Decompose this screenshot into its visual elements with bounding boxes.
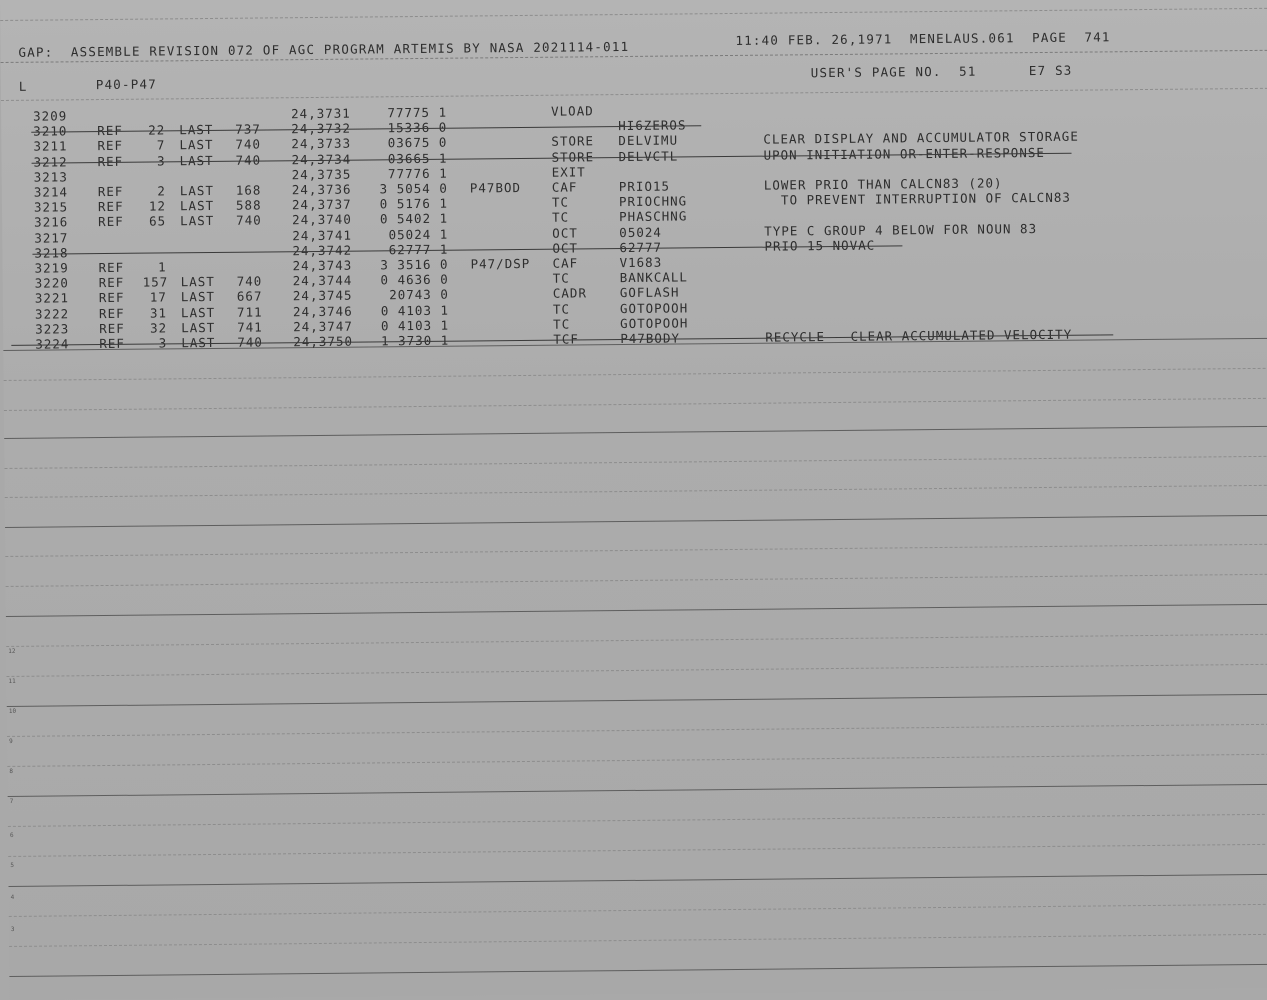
listing-row-opcode: TC (552, 270, 570, 286)
listing-row-octal-word: 0 4636 0 (380, 271, 449, 288)
listing-row-opcode: TCF (553, 331, 579, 347)
listing-row-line-number: 3213 (33, 169, 68, 185)
page-rule (6, 574, 1267, 587)
listing-row-octal-word: 0 5176 1 (379, 195, 449, 212)
header-section: P40-P47 (95, 76, 157, 93)
listing-row-opcode: TC (553, 316, 571, 332)
listing-row-ref-keyword: REF (98, 289, 125, 306)
listing-row-address: 24,3744 (292, 272, 353, 289)
listing-row-last-line: 588 (235, 197, 262, 213)
listing-row-ref-count: 22 (148, 122, 166, 138)
listing-row-last-line: 667 (236, 288, 263, 304)
listing-row-address: 24,3736 (291, 181, 352, 198)
listing-row-operand: 05024 (619, 224, 662, 241)
listing-row-comment: CLEAR DISPLAY AND ACCUMULATOR STORAGE (763, 128, 1079, 147)
listing-row-ref-count: 2 (157, 183, 166, 199)
listing-row-address: 24,3731 (291, 105, 351, 122)
listing-row-octal-word: 1 3730 1 (380, 332, 450, 349)
listing-row-opcode: STORE (551, 149, 595, 165)
listing-row-opcode: TC (552, 301, 571, 317)
page-rule (8, 844, 1267, 857)
page-rule (1, 88, 1267, 101)
listing-row-last-line: 741 (237, 319, 263, 335)
listing-row-operand: HI6ZEROS (618, 117, 687, 134)
listing-row-operand: GOTOPOOH (620, 315, 689, 332)
listing-row-opcode: OCT (552, 225, 578, 241)
listing-row-operand: 62777 (619, 239, 663, 256)
listing-row-octal-word: 20743 0 (389, 286, 449, 303)
listing-row-opcode: STORE (551, 133, 595, 149)
listing-row-opcode: VLOAD (551, 103, 594, 119)
listing-row-octal-word: 05024 1 (388, 226, 449, 243)
listing-row-ref-keyword: REF (98, 213, 124, 230)
listing-row-ref-count: 3 (158, 335, 168, 351)
listing-row-address: 24,3740 (292, 211, 352, 228)
listing-row-ref-keyword: REF (98, 259, 125, 276)
listing-row-last-keyword: LAST (179, 136, 214, 153)
listing-row-operand: BANKCALL (619, 269, 688, 286)
page-rule (6, 634, 1267, 647)
listing-row-comment: LOWER PRIO THAN CALCN83 (20) (763, 175, 1003, 193)
header-listing-flag: L (18, 78, 28, 94)
listing-row-operand: DELVCTL (618, 148, 679, 165)
listing-row-ref-keyword: REF (97, 153, 124, 170)
listing-row-ref-count: 3 (156, 153, 166, 169)
listing-row-comment: PRIO 15 NOVAC (764, 237, 876, 254)
listing-row-address: 24,3742 (292, 242, 353, 259)
listing-row-last-line: 740 (236, 212, 262, 228)
listing-row-line-number: 3223 (35, 321, 70, 337)
listing-row-line-number: 3215 (33, 199, 69, 215)
listing-row-line-number: 3217 (34, 230, 69, 246)
listing-row-ref-keyword: REF (99, 335, 125, 352)
margin-number: 4 (10, 893, 15, 901)
listing-row-octal-word: 3 5054 0 (379, 180, 448, 197)
listing-row-octal-word: 3 3516 0 (380, 256, 449, 273)
page-rule (6, 604, 1267, 617)
page-rule (8, 814, 1267, 827)
listing-row-ref-count: 65 (148, 213, 167, 229)
listing-row-ref-count: 157 (142, 274, 169, 290)
listing-row-operand: GOFLASH (619, 284, 680, 301)
listing-row-opcode: EXIT (551, 164, 586, 180)
page-rule (5, 485, 1267, 498)
page-rule (7, 694, 1267, 707)
page-rule (9, 874, 1267, 887)
margin-number: 12 (8, 647, 16, 655)
listing-row-operand: PRIO15 (618, 178, 671, 195)
page-rule (4, 398, 1267, 411)
listing-row-operand: PHASCHNG (619, 208, 688, 225)
listing-row-line-number: 3224 (35, 336, 70, 352)
listing-row-octal-word: 77775 1 (387, 104, 448, 121)
listing-row-octal-word: 15336 0 (387, 119, 448, 136)
listing-row-opcode: OCT (552, 240, 579, 256)
listing-row-address: 24,3745 (292, 287, 353, 304)
listing-row-ref-keyword: REF (97, 122, 123, 139)
listing-row-ref-keyword: REF (97, 137, 124, 154)
listing-row-label: P47BOD (469, 180, 522, 196)
listing-row-opcode: TC (552, 209, 570, 225)
listing-row-last-keyword: LAST (179, 182, 215, 199)
listing-row-line-number: 3211 (33, 138, 68, 154)
page-rule (0, 8, 1267, 21)
listing-row-opcode: CAF (552, 255, 579, 271)
page-rule (9, 964, 1267, 977)
listing-row-line-number: 3209 (33, 108, 68, 124)
listing-row-last-keyword: LAST (179, 197, 215, 214)
listing-row-ref-keyword: REF (99, 320, 125, 337)
margin-number: 5 (10, 861, 14, 869)
listing-row-address: 24,3741 (292, 227, 353, 244)
page-rule (5, 515, 1267, 528)
listing-row-last-line: 168 (235, 182, 262, 198)
listing-row-last-line: 740 (235, 152, 262, 168)
listing-row-operand: V1683 (619, 254, 663, 271)
page-rule (8, 784, 1267, 797)
header-users-page: USER'S PAGE NO. 51 E7 S3 (810, 62, 1073, 81)
listing-row-address: 24,3732 (291, 120, 352, 137)
page-rule (4, 368, 1267, 381)
page-rule (9, 904, 1267, 917)
listing-row-ref-keyword: REF (98, 305, 125, 322)
listing-row-line-number: 3219 (34, 260, 69, 276)
listing-row-ref-count: 31 (149, 305, 168, 321)
listing-row-opcode: CAF (551, 179, 578, 195)
page-rule (5, 544, 1267, 557)
listing-row-octal-word: 0 5402 1 (379, 210, 449, 227)
margin-number: 3 (10, 925, 15, 933)
margin-number: 6 (9, 831, 14, 839)
listing-row-ref-count: 7 (156, 137, 166, 153)
listing-row-last-line: 711 (236, 304, 263, 320)
listing-row-address: 24,3743 (292, 257, 353, 274)
listing-row-address: 24,3750 (293, 333, 354, 350)
listing-row-octal-word: 0 4103 1 (380, 317, 450, 334)
listing-row-operand: GOTOPOOH (619, 300, 689, 317)
listing-row-line-number: 3210 (33, 123, 68, 139)
listing-row-comment: TO PREVENT INTERRUPTION OF CALCN83 (763, 189, 1071, 208)
margin-number: 10 (8, 707, 17, 715)
header-title: GAP: ASSEMBLE REVISION 072 OF AGC PROGRAM ARTEMIS BY NASA 2021114-011 (18, 38, 630, 60)
listing-row-operand: PRIOCHNG (618, 193, 688, 210)
listing-row-comment: RECYCLE - CLEAR ACCUMULATED VELOCITY (765, 326, 1073, 345)
listing-row-line-number: 3212 (33, 154, 68, 170)
margin-number: 9 (9, 737, 13, 745)
listing-row-comment: TYPE C GROUP 4 BELOW FOR NOUN 83 (764, 221, 1038, 239)
listing-row-last-keyword: LAST (180, 273, 215, 290)
listing-row-last-line: 740 (237, 334, 263, 350)
listing-row-operand: DELVIMU (618, 132, 679, 149)
margin-number: 8 (9, 767, 14, 775)
page-rule (9, 934, 1267, 947)
listing-row-octal-word: 03675 0 (387, 134, 448, 151)
listing-row-octal-word: 77776 1 (387, 165, 448, 182)
listing-row-last-line: 737 (235, 121, 261, 137)
listing-row-octal-word: 03665 1 (387, 150, 448, 167)
listing-row-address: 24,3735 (291, 166, 352, 183)
listing-row-line-number: 3218 (34, 245, 69, 261)
page-rule (7, 754, 1267, 767)
listing-row-ref-count: 1 (157, 259, 167, 275)
listing-row-ref-count: 32 (150, 320, 168, 336)
page-rule (7, 724, 1267, 737)
listing-row-ref-keyword: REF (97, 198, 124, 215)
listing-row-ref-count: 12 (148, 198, 167, 214)
listing-row-last-keyword: LAST (181, 334, 216, 351)
listing-row-last-keyword: LAST (181, 319, 216, 336)
listing-row-octal-word: 0 4103 1 (380, 302, 450, 319)
listing-row-last-keyword: LAST (179, 121, 214, 138)
listing-row-opcode: CADR (552, 285, 588, 301)
listing-row-last-keyword: LAST (180, 304, 216, 321)
listing-row-line-number: 3220 (34, 275, 69, 291)
listing-row-line-number: 3221 (34, 290, 70, 306)
listing-row-last-keyword: LAST (180, 212, 215, 229)
page-rule (4, 456, 1267, 469)
listing-row-line-number: 3216 (34, 214, 69, 230)
listing-row-octal-word: 62777 1 (388, 241, 449, 258)
page-rule (6, 664, 1267, 677)
header-timestamp: 11:40 FEB. 26,1971 MENELAUS.061 PAGE 741 (735, 29, 1111, 48)
listing-row-line-number: 3214 (33, 184, 69, 200)
listing-row-ref-keyword: REF (98, 274, 125, 291)
listing-row-address: 24,3747 (293, 318, 353, 335)
margin-number: 7 (9, 797, 14, 805)
listing-row-address: 24,3733 (291, 135, 352, 152)
listing-row-ref-count: 17 (149, 289, 167, 305)
listing-row-address: 24,3734 (291, 151, 352, 168)
listing-row-label: P47/DSP (470, 255, 531, 272)
margin-number: 11 (8, 677, 16, 685)
listing-row-address: 24,3737 (291, 196, 352, 213)
listing-row-operand: P47BODY (620, 330, 681, 347)
listing-row-last-keyword: LAST (180, 288, 216, 305)
page-rule (4, 426, 1267, 439)
listing-row-comment: UPON INITIATION OR-ENTER-RESPONSE (763, 144, 1045, 163)
listing-row-opcode: TC (551, 194, 570, 210)
listing-row-last-keyword: LAST (179, 152, 214, 169)
listing-row-ref-keyword: REF (97, 183, 124, 200)
listing-row-last-line: 740 (235, 136, 262, 152)
listing-row-address: 24,3746 (292, 303, 353, 320)
listing-row-last-line: 740 (236, 273, 263, 289)
listing-row-line-number: 3222 (34, 306, 70, 322)
